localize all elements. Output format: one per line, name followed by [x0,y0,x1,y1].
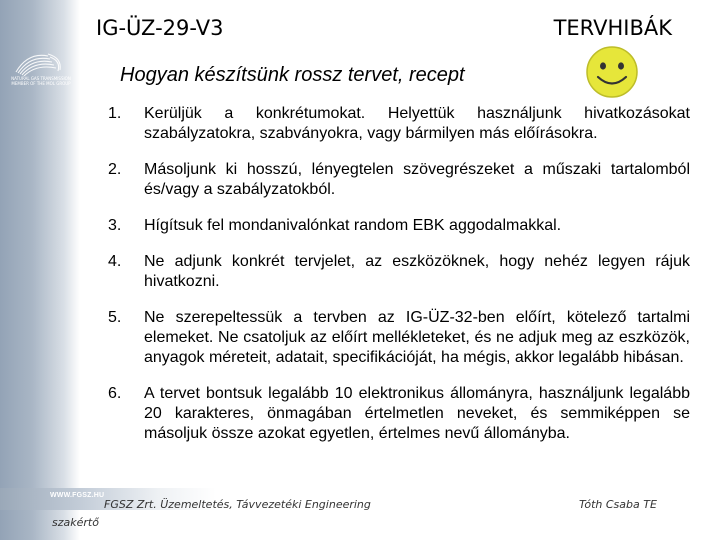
list-item [108,160,690,200]
item-number: 3. [108,217,122,234]
recipe-list [108,104,690,460]
item-text: Ne szerepeltessük a tervben az IG-ÜZ-32-ben előírt, kötelező tartalmi elemeket. Ne csatoljuk az előírt mellékleteket, és ne adjuk meg az eszközök, anyagok méreteit, adatait, specifikációját, ha mégis, akkor legalább hibásan. [144,309,690,366]
footer-organization: FGSZ Zrt. Üzemeltetés, Távvezetéki Engineering [104,498,371,511]
item-number: 2. [108,161,122,178]
item-number: 1. [108,105,122,122]
item-number: 5. [108,309,122,326]
list-item [108,216,690,236]
slide-subtitle: Hogyan készítsünk rossz tervet, recept [120,64,465,86]
logo-caption: NATURAL GAS TRANSMISSION MEMBER OF THE MOL GROUP [11,76,71,86]
smiley-face-icon [584,44,640,100]
list-item [108,384,690,444]
list-item [108,308,690,368]
footer-role: szakértő [52,516,99,529]
item-text: Kerüljük a konkrétumokat. Helyettük használjunk hivatkozásokat szabályzatokra, szabványokra, vagy bármilyen más előírásokra. [144,105,690,142]
item-text: Másoljunk ki hosszú, lényegtelen szövegrészeket a műszaki tartalomból és/vagy a szabályzatokból. [144,161,690,198]
website-link[interactable]: WWW.FGSZ.HU [50,492,105,499]
list-item [108,252,690,292]
footer-author: Tóth Csaba TE [579,498,657,511]
document-code: IG-ÜZ-29-V3 [96,16,224,40]
logo-graphic [8,48,72,78]
list-item [108,104,690,144]
item-number: 6. [108,385,122,402]
item-text: A tervet bontsuk legalább 10 elektronikus állományra, használjunk legalább 20 karakteres, önmagában értelmetlen neveket, és semmiképpen se másoljuk össze azokat egyetlen, értelmes nevű állományba. [144,385,690,442]
item-text: Ne adjunk konkrét tervjelet, az eszközöknek, hogy nehéz legyen rájuk hivatkozni. [144,253,690,290]
item-text: Hígítsuk fel mondanivalónkat random EBK aggodalmakkal. [144,217,562,234]
page-title: TERVHIBÁK [553,16,672,40]
item-number: 4. [108,253,122,270]
